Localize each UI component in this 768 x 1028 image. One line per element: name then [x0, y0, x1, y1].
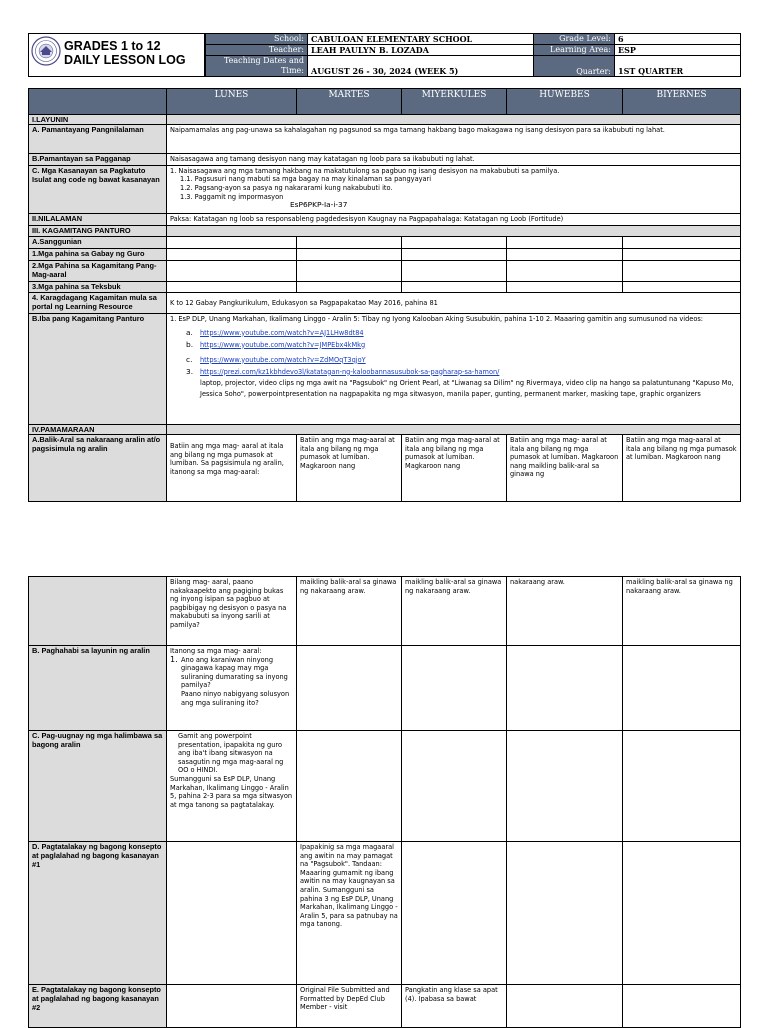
school-value: CABULOAN ELEMENTARY SCHOOL	[308, 34, 534, 45]
link-b-row	[170, 339, 737, 351]
karagdagang-label: 4. Karagdagang Kagamitan mula sa portal ng Learning Resource	[29, 293, 167, 314]
e-label: E. Pagtatalakay ng bagong konsepto at paglalahad ng bagong kasanayan #2	[29, 985, 167, 1028]
nilalaman-text: Paksa: Katatagan ng loob sa responsableng pagdedesisyon Kaugnay na Pagpapahalaga: Katatagan ng Loob (Fortitude)	[167, 213, 741, 225]
b-label: B. Paghahabi sa layunin ng aralin	[29, 646, 167, 731]
b-number: 1.	[170, 654, 178, 664]
link-a-row	[170, 327, 737, 339]
balik-huwebes: Batiin ang mga mag- aaral at itala ang bilang ng mga pumasok at lumiban. Magkaroon nang maikling balik-aral sa ginawa ng	[507, 434, 623, 501]
day-huwebes: HUWEBES	[507, 89, 623, 115]
dates-label-line-2: Time:	[281, 66, 304, 75]
grade-label: Grade Level:	[534, 34, 615, 45]
link-c[interactable]: https://www.youtube.com/watch?v=ZdMOqT3qjoY	[200, 355, 366, 364]
c-text-2: Sumangguni sa EsP DLP, Unang Markahan, Ikalimang Linggo - Aralin 5, pahina 2-3 para sa mga sitwasyon at mga tanong sa pagtatalakay.	[170, 774, 293, 809]
kagamitan-fill	[167, 225, 741, 237]
grade-value: 6	[615, 34, 741, 45]
dates-label	[206, 56, 308, 77]
balik-martes: Batiin ang mga mag-aaral at itala ang bilang ng mga pumasok at lumiban. Magkaroon nang	[297, 434, 402, 501]
day-lunes: LUNES	[167, 89, 297, 115]
empty-cell	[167, 260, 297, 281]
kagamitan-label: III. KAGAMITANG PANTURO	[29, 225, 167, 237]
empty-cell	[167, 985, 297, 1028]
empty-cell	[297, 237, 402, 249]
empty-cell	[623, 646, 741, 731]
link-c-row	[170, 354, 737, 366]
empty-cell	[507, 731, 623, 842]
empty-cell	[297, 281, 402, 293]
kasanayan-line-3: 1.2. Pagsang-ayon sa pasya ng nakararami kung nakabubuti ito.	[180, 183, 393, 192]
area-value: ESP	[615, 45, 741, 56]
pagganap-label: B.Pamantayan sa Pagganap	[29, 154, 167, 166]
teksbuk-label: 3.Mga pahina sa Teksbuk	[29, 281, 167, 293]
empty-cell	[402, 842, 507, 985]
lesson-log-table-continued	[28, 576, 741, 1028]
empty-cell	[507, 985, 623, 1028]
empty-cell	[623, 237, 741, 249]
b-question-1	[170, 656, 293, 690]
empty-cell	[507, 842, 623, 985]
pagganap-text: Naisasagawa ang tamang desisyon nang may katatagan ng loob para sa ikabubuti ng lahat.	[167, 154, 741, 166]
empty-cell	[623, 985, 741, 1028]
title-line-1: GRADES 1 to 12	[64, 39, 161, 53]
karagdagang-text: K to 12 Gabay Pangkurikulum, Edukasyon sa Pagpapakatao May 2016, pahina 81	[167, 293, 741, 314]
quarter-label: Quarter:	[534, 56, 615, 77]
nilalaman-label: II.NILALAMAN	[29, 213, 167, 225]
empty-cell	[623, 731, 741, 842]
link-a[interactable]: https://www.youtube.com/watch?v=AJ1LHw8dt84	[200, 328, 364, 337]
empty-cell	[402, 281, 507, 293]
c-text-1: Gamit ang powerpoint presentation, ipapakita ng guro ang iba't ibang sitwasyon na sasagutin ng mga mag-aaral ng OO o HINDI.	[178, 732, 284, 775]
link-b-marker: b.	[186, 339, 194, 349]
header-info-table	[205, 33, 741, 77]
sanggunian-label: A.Sanggunian	[29, 237, 167, 249]
empty-cell	[623, 249, 741, 261]
c-lunes	[167, 731, 297, 842]
e-martes: Original File Submitted and Formatted by DepEd Club Member - visit	[297, 985, 402, 1028]
link-3-marker: 3.	[186, 366, 194, 376]
b-q1-text: Ano ang karaniwan ninyong ginagawa kapag may mga suliraning dumarating sa inyong pamilya?	[181, 655, 288, 690]
empty-cell	[297, 249, 402, 261]
kasanayan-line-4: 1.3. Paggamit ng impormasyon	[180, 192, 284, 201]
empty-cell	[167, 237, 297, 249]
b-question-2: Paano ninyo nabigyang solusyon ang mga suliraning ito?	[181, 689, 290, 707]
iba-label: B.Iba pang Kagamitang Panturo	[29, 313, 167, 424]
empty-cell	[402, 731, 507, 842]
iba-tail: laptop, projector, video clips ng mga awit na "Pagsubok" ng Orient Pearl, at "Liwanag sa Dilim" ng Rivermaya, video clip na hango sa palatuntunang "Kapuso Mo, Jessica Soho", powerpointpresentation na nagpapakita ng mga sitwasyon, manila paper, gunting, permanent marker, masking tape, graphic organizers	[200, 378, 734, 399]
kasanayan-line-1: 1. Naisasagawa ang mga tamang hakbang na makatutulong sa pagbuo ng isang desisyon na makabubuti sa pamilya.	[170, 166, 560, 175]
pamamaraan-label: IV.PAMAMARAAN	[29, 424, 167, 434]
empty-cell	[507, 260, 623, 281]
kasanayan-cell	[167, 165, 741, 213]
e-miyerkules: Pangkatin ang klase sa apat (4). Ipabasa sa bawat	[402, 985, 507, 1028]
link-a-marker: a.	[186, 327, 193, 337]
empty-cell	[623, 281, 741, 293]
empty-cell	[507, 281, 623, 293]
title-box	[28, 33, 205, 77]
lesson-log-table	[28, 88, 741, 502]
empty-cell	[167, 249, 297, 261]
cont-lunes: Bilang mag- aaral, paano nakakaapekto ang pagiging bukas ng inyong isipan sa pagbuo at pagbibigay ng desisyon o pasya na makabubuti sa inyong sarili at pamilya?	[167, 577, 297, 646]
link-b[interactable]: https://www.youtube.com/watch?v=JMPEbx4kMkg	[200, 340, 366, 349]
day-header-blank	[29, 89, 167, 115]
d-label: D. Pagtatalakay ng bagong konsepto at paglalahad ng bagong kasanayan #1	[29, 842, 167, 985]
iba-cell	[167, 313, 741, 424]
link-3[interactable]: https://prezi.com/kz1kbhdevo3l/katatagan-ng-kaloobannasusubok-sa-pagharap-sa-hamon/	[200, 367, 500, 376]
empty-cell	[507, 237, 623, 249]
day-martes: MARTES	[297, 89, 402, 115]
pamantayang-label: A. Pamantayang Pangnilalaman	[29, 125, 167, 154]
empty-cell	[297, 646, 402, 731]
empty-cell	[402, 260, 507, 281]
cont-biyernes: maikling balik-aral sa ginawa ng nakaraang araw.	[623, 577, 741, 646]
pamamaraan-fill	[167, 424, 741, 434]
link-3-row	[170, 366, 737, 378]
balik-label: A.Balik-Aral sa nakaraang aralin at/o pagsisimula ng aralin	[29, 434, 167, 501]
title-line-2: DAILY LESSON LOG	[64, 53, 186, 67]
d-martes: Ipapakinig sa mga magaaral ang awitin na may pamagat na "Pagsubok". Tandaan: Maaaring gumamit ng ibang awitin na may kaugnayan sa aralin. Sumangguni sa pahina 3 ng EsP DLP, Unang Markahan, Ikalimang Linggo - Aralin 5, para sa patnubay na mga tanong.	[297, 842, 402, 985]
empty-cell	[623, 842, 741, 985]
empty-cell	[402, 249, 507, 261]
balik-lunes: Batiin ang mga mag- aaral at itala ang bilang ng mga pumasok at lumiban. Sa pagsisimula ng aralin, itanong sa mga mag-aaral:	[167, 434, 297, 501]
cont-miyerkules: maikling balik-aral sa ginawa ng nakaraang araw.	[402, 577, 507, 646]
teacher-label: Teacher:	[206, 45, 308, 56]
kagamitang-pangmag-label: 2.Mga Pahina sa Kagamitang Pang-Mag-aaral	[29, 260, 167, 281]
dates-label-line-1: Teaching Dates and	[223, 56, 304, 65]
kasanayan-code: EsP6PKP-Ia-i-37	[290, 200, 348, 210]
section-layunin: I.LAYUNIN	[29, 115, 167, 125]
balik-biyernes: Batiin ang mga mag-aaral at itala ang bilang ng mga pumasok at lumiban. Magkaroon nang	[623, 434, 741, 501]
empty-cell	[402, 646, 507, 731]
balik-miyerkules: Batiin ang mga mag-aaral at itala ang bilang ng mga pumasok at lumiban. Magkaroon nang	[402, 434, 507, 501]
gabay-label: 1.Mga pahina sa Gabay ng Guro	[29, 249, 167, 261]
empty-cell	[402, 237, 507, 249]
kasanayan-line-2: 1.1. Pagsusuri nang mabuti sa mga bagay na may kinalaman sa pangyayari	[180, 175, 432, 184]
teacher-value: LEAH PAULYN B. LOZADA	[308, 45, 534, 56]
quarter-value: 1ST QUARTER	[615, 56, 741, 77]
empty-cell	[297, 731, 402, 842]
c-label: C. Pag-uugnay ng mga halimbawa sa bagong aralin	[29, 731, 167, 842]
cont-huwebes: nakaraang araw.	[507, 577, 623, 646]
area-label: Learning Area:	[534, 45, 615, 56]
empty-cell	[297, 260, 402, 281]
day-miyerkules: MIYERKULES	[402, 89, 507, 115]
school-label: School:	[206, 34, 308, 45]
b-lunes	[167, 646, 297, 731]
section-layunin-fill	[167, 115, 741, 125]
empty-cell	[623, 260, 741, 281]
empty-cell	[167, 842, 297, 985]
kasanayan-label: C. Mga Kasanayan sa Pagkatuto Isulat ang code ng bawat kasanayan	[29, 165, 167, 213]
dates-value: AUGUST 26 - 30, 2024 (WEEK 5)	[308, 56, 534, 77]
iba-intro: 1. EsP DLP, Unang Markahan, Ikalimang Linggo - Aralin 5: Tibay ng Iyong Kalooban Aking Susubukin, pahina 1-10 2. Maaaring gamitin ang sumusunod na videos:	[170, 314, 704, 323]
empty-cell	[507, 646, 623, 731]
b-intro: Itanong sa mga mag- aaral:	[170, 647, 262, 655]
cont-label	[29, 577, 167, 646]
cont-martes: maikling balik-aral sa ginawa ng nakaraang araw.	[297, 577, 402, 646]
empty-cell	[167, 281, 297, 293]
empty-cell	[507, 249, 623, 261]
day-biyernes: BIYERNES	[623, 89, 741, 115]
pamantayang-text: Naipamamalas ang pag-unawa sa kahalagahan ng pagsunod sa mga tamang hakbang bago makagawa ng isang desisyon para sa ikabubuti ng lahat.	[167, 125, 741, 154]
link-c-marker: c.	[186, 354, 193, 364]
